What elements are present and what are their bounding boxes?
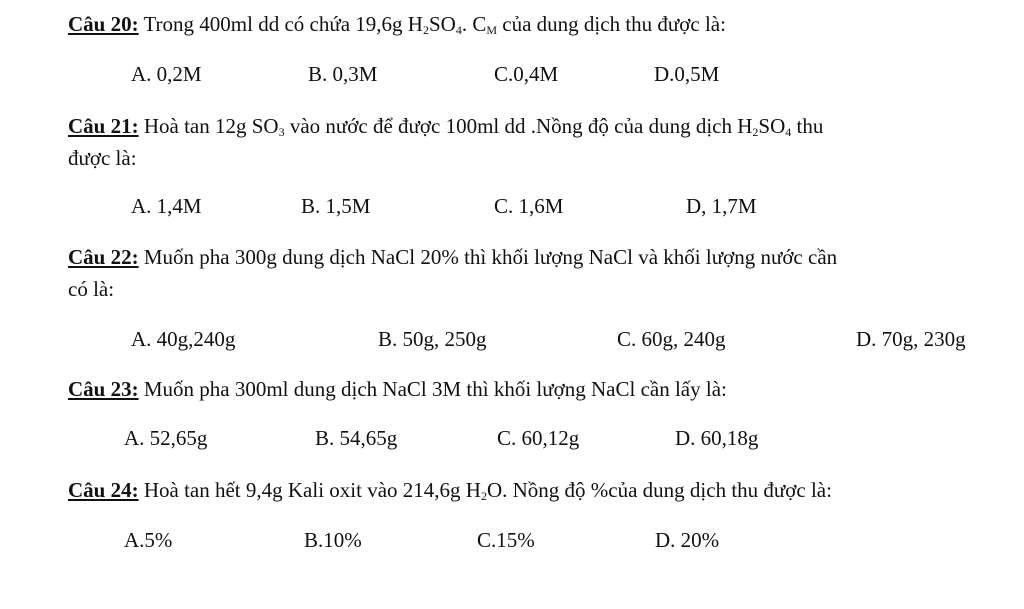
question-label: Câu 20: — [68, 12, 139, 36]
option-a: A.5% — [124, 528, 173, 552]
question-23 — [68, 373, 988, 405]
option-c: C. 60g, 240g — [617, 327, 726, 351]
question-label: Câu 23: — [68, 377, 139, 401]
question-22 — [68, 241, 988, 273]
subscript: 2 — [752, 125, 759, 139]
option-c: C. 1,6M — [494, 194, 564, 218]
option-c: C.0,4M — [494, 62, 559, 86]
question-20 — [68, 8, 988, 40]
question-label: Câu 21: — [68, 114, 139, 138]
question-text: của dung dịch thu được là: — [497, 12, 726, 36]
question-label: Câu 24: — [68, 478, 139, 502]
subscript: 4 — [785, 125, 792, 139]
question-24 — [68, 474, 988, 506]
option-a: A. 52,65g — [124, 426, 208, 450]
question-text: thu — [791, 114, 824, 138]
option-b: B. 0,3M — [308, 62, 378, 86]
option-c: C. 60,12g — [497, 426, 580, 450]
option-d: D.0,5M — [654, 62, 720, 86]
subscript: 2 — [422, 23, 429, 37]
subscript: M — [486, 23, 498, 37]
option-c: C.15% — [477, 528, 535, 552]
option-d: D. 20% — [655, 528, 720, 552]
question-text: Muốn pha 300g dung dịch NaCl 20% thì khối lượng NaCl và khối lượng nước cần — [138, 245, 838, 269]
subscript: 4 — [455, 23, 462, 37]
question-text: vào nước để được 100ml dd .Nồng độ của dung dịch H — [284, 114, 753, 138]
option-d: D. 60,18g — [675, 426, 759, 450]
question-text: O. Nồng độ %của dung dịch thu được là: — [486, 478, 832, 502]
option-a: A. 0,2M — [131, 62, 202, 86]
subscript: 2 — [480, 489, 487, 503]
option-d: D, 1,7M — [686, 194, 757, 218]
question-text: SO — [428, 12, 456, 36]
question-text: Hoà tan hết 9,4g Kali oxit vào 214,6g H — [138, 478, 481, 502]
question-22-line2: có là: — [68, 277, 115, 301]
question-21 — [68, 110, 988, 142]
option-d: D. 70g, 230g — [856, 327, 966, 351]
option-b: B. 1,5M — [301, 194, 371, 218]
option-b: B.10% — [304, 528, 362, 552]
option-a: A. 40g,240g — [131, 327, 236, 351]
option-a: A. 1,4M — [131, 194, 202, 218]
subscript: 3 — [278, 125, 285, 139]
question-text: . C — [461, 12, 487, 36]
option-b: B. 50g, 250g — [378, 327, 487, 351]
question-text: SO — [758, 114, 786, 138]
question-21-line2: được là: — [68, 146, 137, 170]
question-text: Muốn pha 300ml dung dịch NaCl 3M thì khối lượng NaCl cần lấy là: — [138, 377, 727, 401]
option-b: B. 54,65g — [315, 426, 398, 450]
question-text: Trong 400ml dd có chứa 19,6g H — [138, 12, 423, 36]
question-label: Câu 22: — [68, 245, 139, 269]
question-text: Hoà tan 12g SO — [138, 114, 279, 138]
